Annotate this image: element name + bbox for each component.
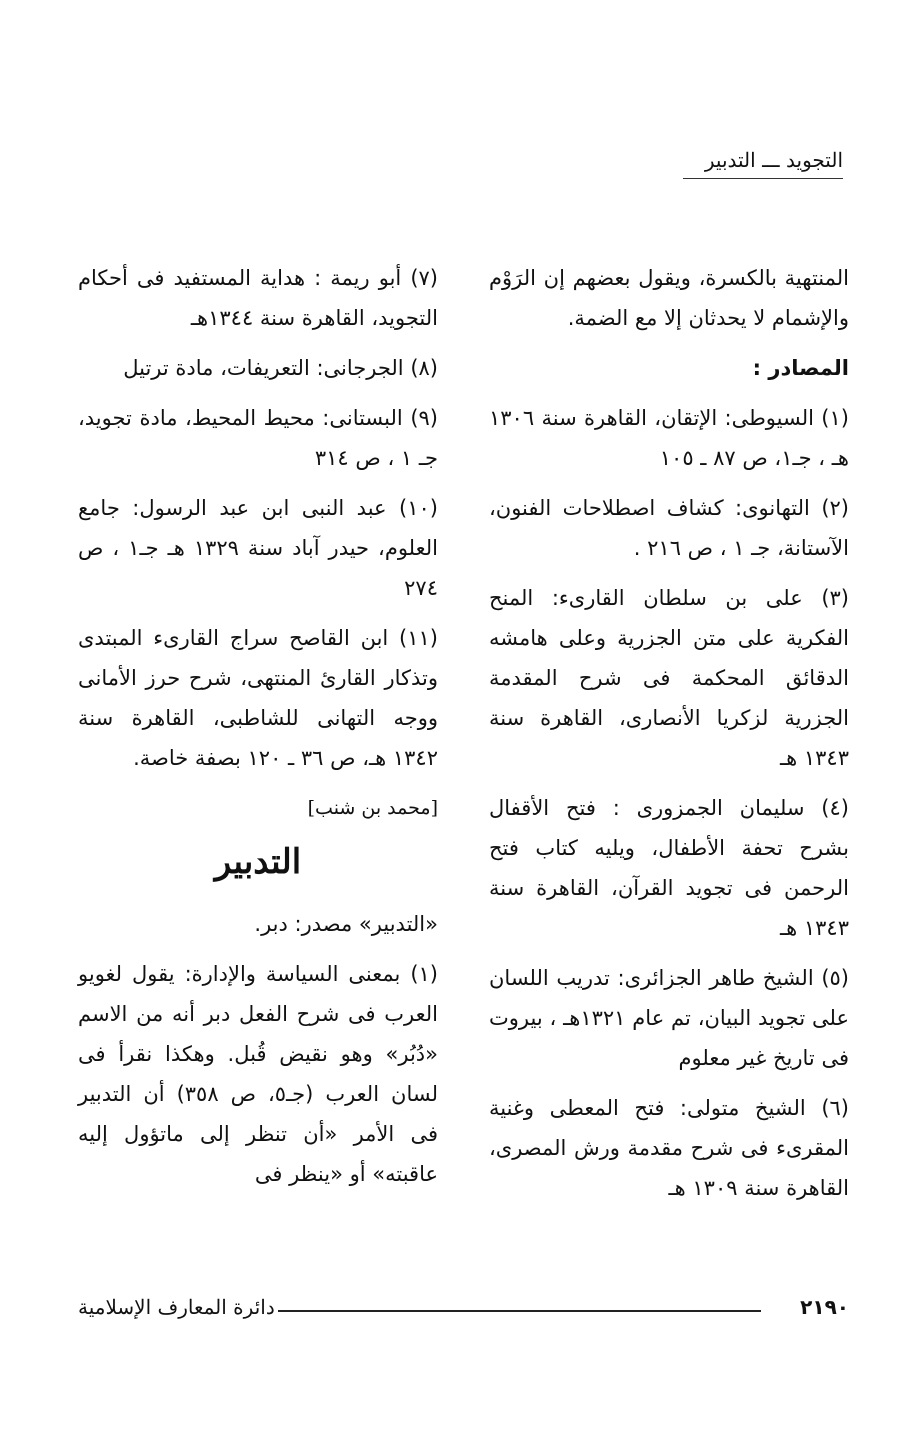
source-entry-7: (٧) أبو ريمة : هداية المستفيد فى أحكام التجويد، القاهرة سنة ١٣٤٤هـ [78,266,438,330]
source-entry-6: (٦) الشيخ متولى: فتح المعطى وغنية المقرىء فى شرح مقدمة ورش المصرى، القاهرة سنة ١٣٠٩ هـ [489,1096,849,1200]
page-number: ٢١٩٠ [800,1295,849,1319]
source-entry-1: (١) السيوطى: الإتقان، القاهرة سنة ١٣٠٦ هـ ، جـ١، ص ٨٧ ـ ١٠٥ [489,406,849,470]
source-entry-10: (١٠) عبد النبى ابن عبد الرسول: جامع العلوم، حيدر آباد سنة ١٣٢٩ هـ جـ١ ، ص ٢٧٤ [78,496,438,600]
source-entry-11: (١١) ابن القاصح سراج القارىء المبتدى وتذكار القارئ المنتهى، شرح حرز الأمانى ووجه التهانى للشاطبى، القاهرة سنة ١٣٤٢ هـ، ص ٣٦ ـ ١٢٠ بصفة خاصة. [78,626,438,770]
source-entry-3: (٣) على بن سلطان القارىء: المنح الفكرية على متن الجزرية وعلى هامشه الدقائق المحكمة فى شرح المقدمة الجزرية لزكريا الأنصارى، القاهرة سنة ١٣٤٣ هـ [489,586,849,770]
footer-divider [278,1310,761,1312]
source-entry-2: (٢) التهانوى: كشاف اصطلاحات الفنون، الآستانة، جـ ١ ، ص ٢١٦ . [489,496,849,560]
left-column [78,258,438,1204]
header-divider [683,178,843,179]
page-footer [78,1295,849,1325]
source-entry-4: (٤) سليمان الجمزورى : فتح الأقفال بشرح تحفة الأطفال، ويليه كتاب فتح الرحمن فى تجويد القرآن، القاهرة سنة ١٣٤٣ هـ [489,796,849,940]
source-entry-9: (٩) البستانى: محيط المحيط، مادة تجويد، جـ ١ ، ص ٣١٤ [78,406,438,470]
intro-paragraph: المنتهية بالكسرة، ويقول بعضهم إن الرَوْم والإشمام لا يحدثان إلا مع الضمة. [489,266,849,330]
right-column [489,258,849,1218]
author-signature: [محمد بن شنب] [307,797,438,819]
source-entry-5: (٥) الشيخ طاهر الجزائرى: تدريب اللسان على تجويد البيان، تم عام ١٣٢١هـ ، بيروت فى تاريخ غير معلوم [489,966,849,1070]
running-header: التجويد ـــ التدبير [704,148,843,172]
sources-heading: المصادر : [752,356,849,380]
article-title: التدبير [214,842,302,882]
source-entry-8: (٨) الجرجانى: التعريفات، مادة ترتيل [123,356,438,380]
article-paragraph-1: (١) بمعنى السياسة والإدارة: يقول لغويو العرب فى شرح الفعل دبر أنه من الاسم «دُبُر» وهو نقيض قُبل. وهكذا نقرأ فى لسان العرب (جـ٥، ص ٣٥٨) أن التدبير فى الأمر «أن تنظر إلى ماتؤول إليه عاقبته» أو «ينظر فى [78,962,438,1186]
journal-title: دائرة المعارف الإسلامية [78,1295,275,1319]
definition-line: «التدبير» مصدر: دبر. [254,912,438,936]
